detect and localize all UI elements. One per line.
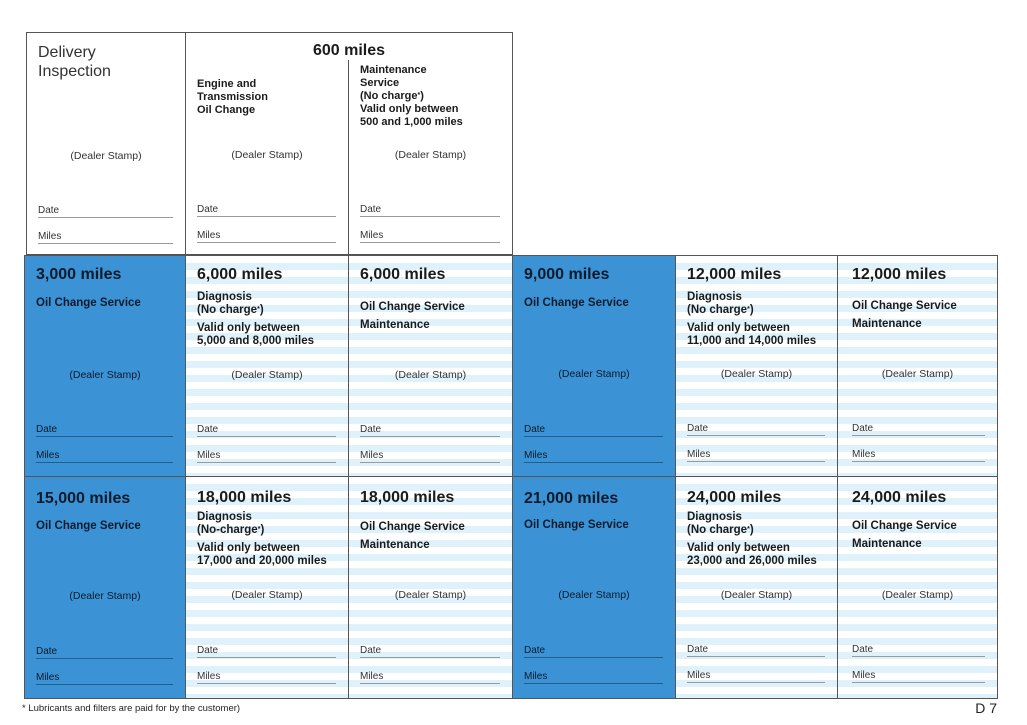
miles-field[interactable]: Miles <box>360 230 500 243</box>
delivery-inspection-cell <box>26 32 186 255</box>
maintenance-service-cell <box>348 60 513 255</box>
date-field[interactable]: Date <box>36 424 173 437</box>
dealer-stamp: (Dealer Stamp) <box>231 149 303 161</box>
miles-field[interactable]: Miles <box>852 449 985 462</box>
engine-line-1: Engine and <box>197 78 257 90</box>
service-line-1: Oil Change Service <box>360 521 465 533</box>
service-line-2: Maintenance <box>852 538 922 550</box>
mileage-title: 12,000 miles <box>852 266 947 283</box>
service-cell-21000 <box>512 476 676 699</box>
date-field[interactable]: Date <box>38 205 173 218</box>
maint-line-1: Maintenance <box>360 64 427 76</box>
delivery-title-line1: Delivery <box>38 44 96 61</box>
date-field[interactable]: Date <box>852 644 985 657</box>
dealer-stamp: (Dealer Stamp) <box>70 150 142 162</box>
diagnosis-cell-12000 <box>675 255 838 477</box>
date-field[interactable]: Date <box>197 645 336 658</box>
date-field[interactable]: Date <box>687 644 825 657</box>
mileage-title: 12,000 miles <box>687 266 782 283</box>
miles-field[interactable]: Miles <box>197 671 336 684</box>
diagnosis-line: Diagnosis <box>687 511 742 523</box>
diagnosis-cell-24000 <box>675 476 838 699</box>
date-field[interactable]: Date <box>687 423 825 436</box>
service-line-1: Oil Change Service <box>852 300 957 312</box>
date-field[interactable]: Date <box>524 424 663 437</box>
service-label: Oil Change Service <box>524 297 629 309</box>
mileage-title: 24,000 miles <box>687 489 782 506</box>
mileage-title: 15,000 miles <box>36 490 131 507</box>
service-label <box>360 298 465 334</box>
maint-line-4: Valid only between <box>360 103 459 115</box>
maint-line-3: (No charge*) <box>360 90 424 102</box>
footnote: * Lubricants and filters are paid for by the customer) <box>22 703 241 714</box>
service-line-1: Oil Change Service <box>360 301 465 313</box>
miles-field[interactable]: Miles <box>38 231 173 244</box>
service-label <box>852 297 957 333</box>
maint-line-5: 500 and 1,000 miles <box>360 116 463 128</box>
dealer-stamp: (Dealer Stamp) <box>558 368 630 380</box>
no-charge-line: (No charge*) <box>687 304 754 316</box>
dealer-stamp: (Dealer Stamp) <box>394 369 467 381</box>
mileage-title: 18,000 miles <box>197 489 292 506</box>
600-miles-heading: 600 miles <box>312 42 386 59</box>
mileage-title: 3,000 miles <box>36 266 122 283</box>
diagnosis-label <box>687 511 817 568</box>
maintenance-cell-12000 <box>837 255 998 477</box>
valid-line: Valid only between <box>197 322 300 334</box>
range-line: 23,000 and 26,000 miles <box>687 555 817 567</box>
service-line-1: Oil Change Service <box>852 520 957 532</box>
miles-field[interactable]: Miles <box>524 450 663 463</box>
dealer-stamp: (Dealer Stamp) <box>558 589 630 601</box>
service-cell-9000 <box>512 255 676 477</box>
diagnosis-label <box>687 291 816 348</box>
maintenance-cell-24000 <box>837 476 998 699</box>
engine-oil-change-cell <box>185 60 349 255</box>
diagnosis-line: Diagnosis <box>197 511 252 523</box>
miles-field[interactable]: Miles <box>687 670 825 683</box>
miles-field[interactable]: Miles <box>852 670 985 683</box>
service-label: Oil Change Service <box>36 297 141 309</box>
dealer-stamp: (Dealer Stamp) <box>69 590 141 602</box>
no-charge-line: (No charge*) <box>687 524 754 536</box>
range-line: 5,000 and 8,000 miles <box>197 335 314 347</box>
miles-field[interactable]: Miles <box>360 671 500 684</box>
service-label: Oil Change Service <box>524 519 629 531</box>
date-field[interactable]: Date <box>197 424 336 437</box>
service-line-2: Maintenance <box>852 318 922 330</box>
dealer-stamp: (Dealer Stamp) <box>394 149 467 161</box>
service-cell-3000 <box>24 255 186 477</box>
dealer-stamp: (Dealer Stamp) <box>720 368 793 380</box>
service-line-2: Maintenance <box>360 319 430 331</box>
dealer-stamp: (Dealer Stamp) <box>720 589 793 601</box>
dealer-stamp: (Dealer Stamp) <box>231 589 303 601</box>
mileage-title: 9,000 miles <box>524 266 610 283</box>
diagnosis-cell-6000 <box>185 255 349 477</box>
maint-line-2: Service <box>360 77 400 89</box>
mileage-title: 18,000 miles <box>360 489 455 506</box>
delivery-title-line2: Inspection <box>38 63 111 80</box>
date-field[interactable]: Date <box>360 204 500 217</box>
dealer-stamp: (Dealer Stamp) <box>69 369 141 381</box>
page-number: D 7 <box>975 700 997 716</box>
diagnosis-cell-18000 <box>185 476 349 699</box>
mileage-title: 21,000 miles <box>524 490 619 507</box>
maintenance-service-label <box>360 64 463 129</box>
dealer-stamp: (Dealer Stamp) <box>231 369 303 381</box>
date-field[interactable]: Date <box>852 423 985 436</box>
range-line: 11,000 and 14,000 miles <box>687 335 817 347</box>
mileage-title: 6,000 miles <box>197 266 283 283</box>
valid-line: Valid only between <box>197 542 300 554</box>
maintenance-cell-6000 <box>348 255 513 477</box>
date-field[interactable]: Date <box>360 645 500 658</box>
mileage-title: 6,000 miles <box>360 266 446 283</box>
miles-field[interactable]: Miles <box>36 450 173 463</box>
maintenance-cell-18000 <box>348 476 513 699</box>
engine-service-label <box>197 78 268 117</box>
dealer-stamp: (Dealer Stamp) <box>881 589 954 601</box>
date-field[interactable]: Date <box>197 204 336 217</box>
date-field[interactable]: Date <box>36 646 173 659</box>
service-cell-15000 <box>24 476 186 699</box>
valid-line: Valid only between <box>687 322 790 334</box>
mileage-title: 24,000 miles <box>852 489 947 506</box>
engine-line-3: Oil Change <box>197 104 256 116</box>
date-field[interactable]: Date <box>360 424 500 437</box>
no-charge-line: (No-charge*) <box>197 524 265 536</box>
no-charge-line: (No charge*) <box>197 304 264 316</box>
service-label: Oil Change Service <box>36 520 141 532</box>
miles-field[interactable]: Miles <box>197 230 336 243</box>
miles-field[interactable]: Miles <box>36 672 173 685</box>
miles-field[interactable]: Miles <box>524 671 663 684</box>
dealer-stamp: (Dealer Stamp) <box>881 368 954 380</box>
range-line: 17,000 and 20,000 miles <box>197 555 327 567</box>
valid-line: Valid only between <box>687 542 790 554</box>
miles-field[interactable]: Miles <box>360 450 500 463</box>
date-field[interactable]: Date <box>524 645 663 658</box>
service-label <box>360 518 465 554</box>
service-line-2: Maintenance <box>360 539 430 551</box>
diagnosis-label <box>197 291 314 348</box>
delivery-title <box>38 43 111 81</box>
miles-field[interactable]: Miles <box>197 450 336 463</box>
dealer-stamp: (Dealer Stamp) <box>394 589 467 601</box>
service-label <box>852 517 957 553</box>
diagnosis-label <box>197 511 327 568</box>
miles-field[interactable]: Miles <box>687 449 825 462</box>
diagnosis-line: Diagnosis <box>687 291 742 303</box>
diagnosis-line: Diagnosis <box>197 291 252 303</box>
engine-line-2: Transmission <box>197 91 268 103</box>
